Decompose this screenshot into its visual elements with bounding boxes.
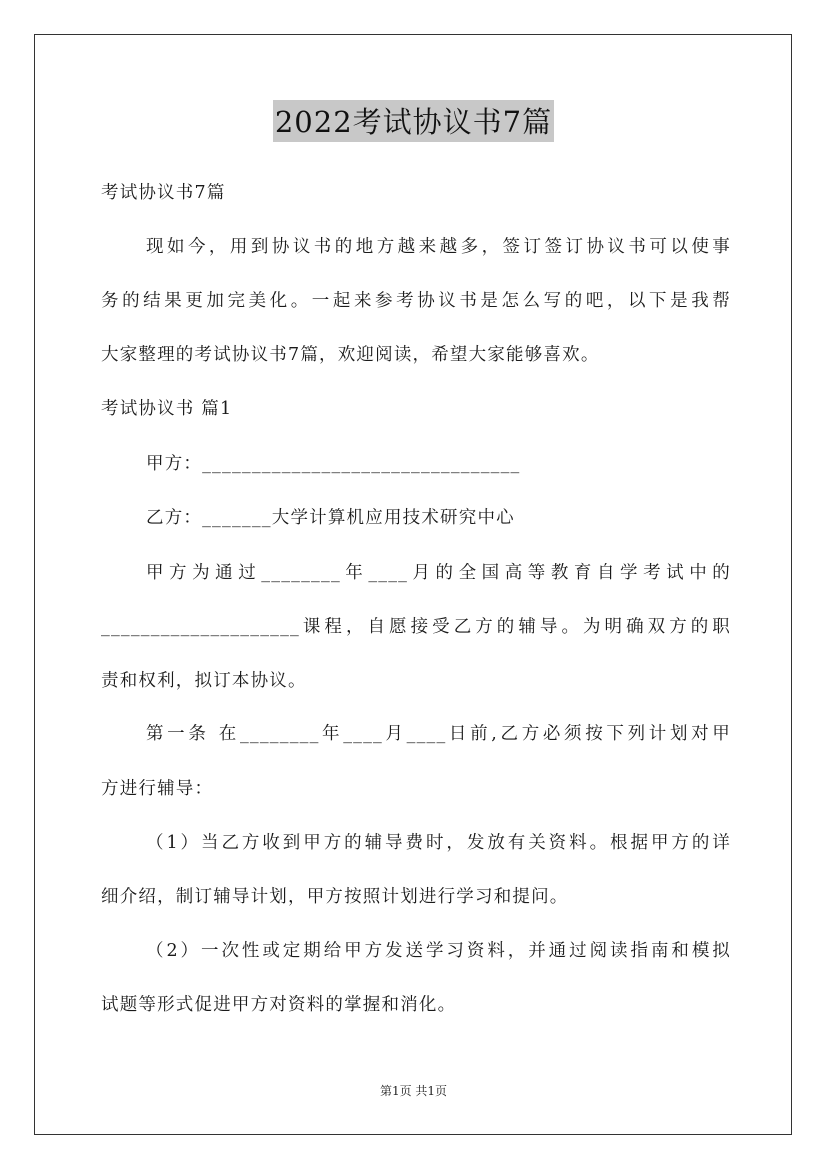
paragraph-line: 务的结果更加完美化。一起来参考协议书是怎么写的吧，以下是我帮 <box>101 291 731 311</box>
paragraph-line: 大家整理的考试协议书7篇，欢迎阅读，希望大家能够喜欢。 <box>101 345 600 365</box>
party-a-line: 甲方：________________________________ <box>146 454 521 474</box>
subtitle-line: 考试协议书7篇 <box>101 183 226 203</box>
list-item-line: 细介绍，制订辅导计划，甲方按照计划进行学习和提问。 <box>101 887 569 907</box>
article-line: 方进行辅导： <box>101 779 214 799</box>
section-heading: 考试协议书 篇1 <box>101 399 233 419</box>
party-b-line: 乙方：_______大学计算机应用技术研究中心 <box>146 508 515 528</box>
list-item-line: （2）一次性或定期给甲方发送学习资料，并通过阅读指南和模拟 <box>146 941 731 961</box>
paragraph-line: 甲方为通过________年____月的全国高等教育自学考试中的 <box>146 563 731 583</box>
paragraph-line: 责和权利，拟订本协议。 <box>101 671 307 691</box>
document-title: 2022考试协议书7篇 <box>273 100 554 142</box>
list-item-line: （1）当乙方收到甲方的辅导费时，发放有关资料。根据甲方的详 <box>146 833 731 853</box>
list-item-line: 试题等形式促进甲方对资料的掌握和消化。 <box>101 995 457 1015</box>
paragraph-line: ____________________课程，自愿接受乙方的辅导。为明确双方的职 <box>101 617 731 637</box>
page-footer: 第1页 共1页 <box>379 1084 448 1098</box>
paragraph-line: 现如今，用到协议书的地方越来越多，签订签订协议书可以使事 <box>146 237 731 257</box>
article-line: 第一条 在________年____月____日前,乙方必须按下列计划对甲 <box>146 724 731 744</box>
title-container <box>0 100 827 142</box>
